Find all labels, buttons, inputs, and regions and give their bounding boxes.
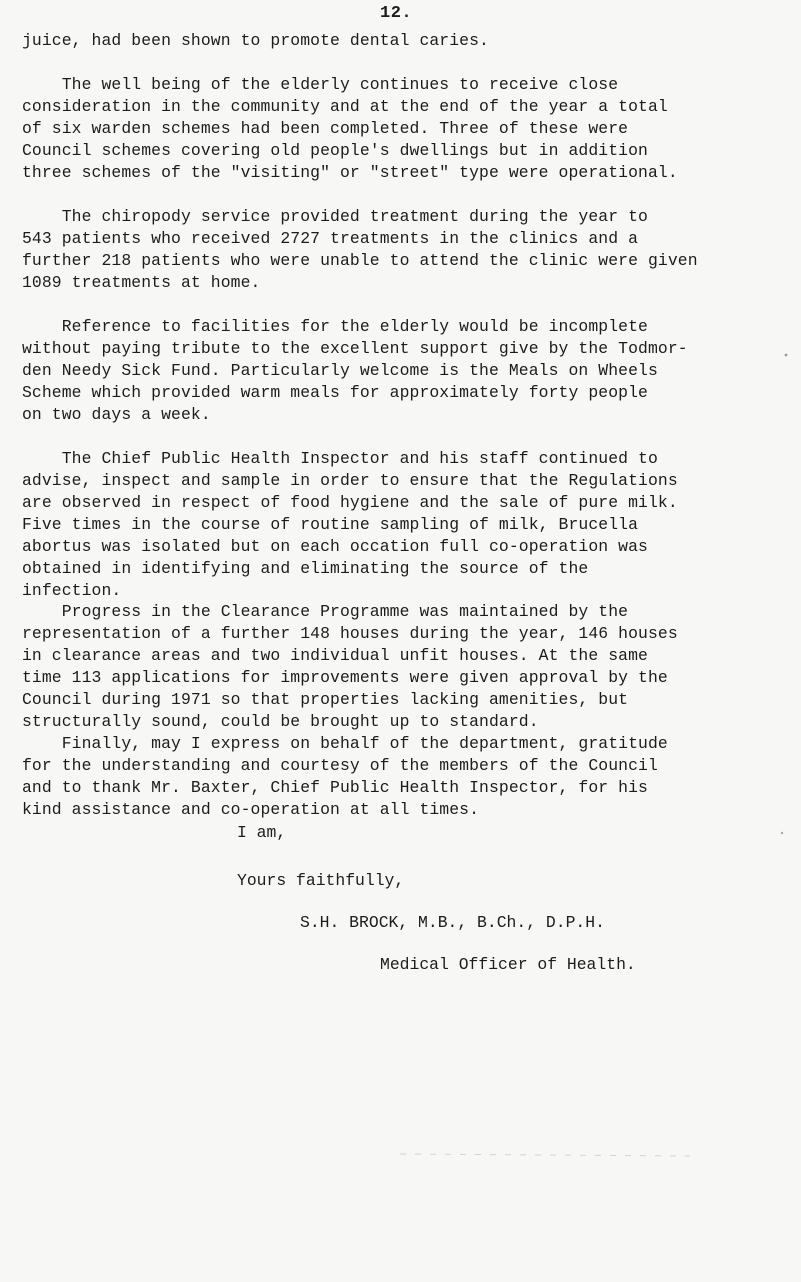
paragraph-clearance-programme: Progress in the Clearance Programme was maintained by the representation of a further 148 houses during the year, 146 houses in clearance areas and two individual unfit houses. At the same time 113 applications for improvements were given approval by the Council during 1971 so that properties lacking amenities, but structurally sound, could be brought up to standard.	[22, 602, 678, 731]
closing-valediction: Yours faithfully,	[237, 871, 405, 890]
paragraph-dental-caries: juice, had been shown to promote dental caries.	[22, 31, 489, 50]
paragraph-gratitude: Finally, may I express on behalf of the department, gratitude for the understanding and courtesy of the members of the Council and to thank Mr. Baxter, Chief Public Health Inspector, for his kind assistance and co-operation at all times.	[22, 734, 668, 819]
signatory-title: Medical Officer of Health.	[380, 955, 636, 974]
page-number: 12.	[380, 4, 413, 23]
closing-salutation: I am,	[237, 823, 287, 842]
paragraph-chiropody-service: The chiropody service provided treatment during the year to 543 patients who received 2727 treatments in the clinics and a further 218 patients who were unable to attend the clinic were given 1089 treatments at home.	[22, 207, 698, 292]
scan-speck	[781, 832, 783, 834]
scan-streak	[400, 1154, 690, 1156]
scan-speck	[785, 354, 788, 357]
paragraph-public-health-inspector: The Chief Public Health Inspector and his staff continued to advise, inspect and sample in order to ensure that the Regulations are observed in respect of food hygiene and the sale of pure milk. Five times in the course of routine sampling of milk, Brucella abortus was isolated but on each occation full co-operation was obtained in identifying and eliminating the source of the infection.	[22, 449, 678, 600]
paragraph-elderly-facilities: Reference to facilities for the elderly would be incomplete without paying tribute to the excellent support give by the Todmor- den Needy Sick Fund. Particularly welcome is the Meals on Wheels Scheme which provided warm meals for approximately forty people on two days a week.	[22, 317, 688, 424]
paragraph-warden-schemes: The well being of the elderly continues to receive close consideration in the community and at the end of the year a total of six warden schemes had been completed. Three of these were Council schemes covering old people's dwellings but in addition three schemes of the "visiting" or "street" type were operational.	[22, 75, 678, 182]
signatory-name: S.H. BROCK, M.B., B.Ch., D.P.H.	[300, 913, 605, 932]
